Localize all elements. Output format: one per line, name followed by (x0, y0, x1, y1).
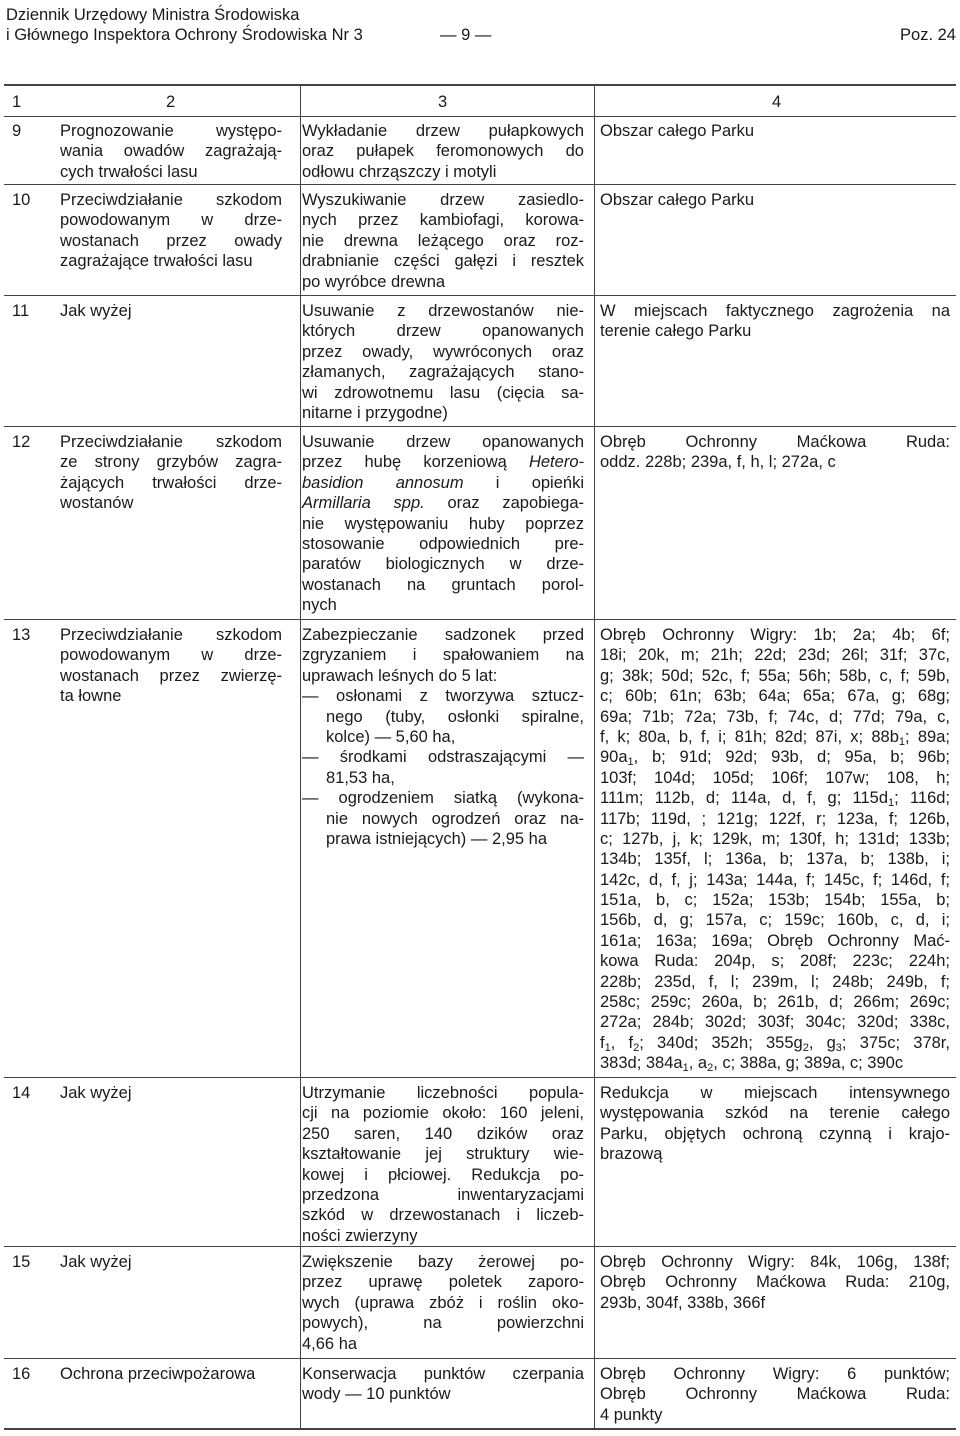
text-line: $f_1$, $f_2$; 340d; 352h; $355g_2$, $g_3$; 375c; 378r, (600, 1033, 950, 1054)
task-description (60, 190, 282, 272)
text-line: Wykładanie drzew pułapkowych (302, 122, 584, 140)
text-line: występowania szkód na terenie całego (600, 1104, 950, 1123)
text-line: wostanach przez zwierzę- (60, 666, 282, 685)
text-line: stosowanie odpowiednich pre- (302, 534, 584, 553)
text-line: Wyszukiwanie drzew zasiedlo- (302, 191, 584, 209)
text-line: przez uprawę poletek zaporo- (302, 1273, 584, 1292)
text-line: Jak wyżej (60, 302, 132, 320)
text-line: kowej i płciowej. Redukcja po- (302, 1165, 584, 1184)
text-line: 69a; 71b; 72a; 73b, f; 74c, d; 77d; 79a, c, (600, 707, 950, 726)
text-line: odłowu chrząszczy i motyli (302, 162, 497, 181)
text-line: 156b, d, g; 157a, c; 159c; 160b, c, d, i; (600, 911, 950, 930)
text-line: ta łowne (60, 687, 122, 706)
text-line: przedzona inwentaryzacjami (302, 1185, 584, 1204)
method-description (302, 121, 584, 182)
text-line: Jak wyżej (60, 1084, 132, 1102)
task-description (60, 1083, 282, 1103)
text-line: zgryzaniem i spałowaniem na (302, 646, 584, 665)
text-line: f, k; 80a, b, f, i; 81h; 82d; 87i, x; $88b_1$; 89a; (600, 727, 950, 748)
text-line: 142c, d, f, j; 143a; 144a, f; 145c, f; 146d, f; (600, 870, 950, 889)
text-line: ze strony grzybów zagra- (60, 453, 282, 472)
position-number: Poz. 24 (900, 26, 956, 44)
text-line: żających trwałości drze- (60, 473, 282, 492)
text-line: przez owady, wywróconych oraz (302, 342, 584, 361)
text-line: 111m; 112b, d; 114a, d, f, g; $115d_1$; 116d; (600, 789, 951, 810)
list-item-line: — osłonami z tworzywa sztucz- (302, 687, 584, 706)
task-description (60, 301, 282, 321)
text-line: 272a; 284b; 302d; 303f; 304c; 320d; 338c, (600, 1013, 950, 1032)
text-line: c; 127b, j, k; 129k, m; 130f, h; 131d; 133b; (600, 829, 950, 848)
location-description (600, 1083, 950, 1165)
text-line: Prognozowanie występo- (60, 122, 282, 140)
row-number: 16 (12, 1365, 31, 1383)
text-line: zagrażające trwałości lasu (60, 252, 253, 271)
text-line: wostanach na gruntach porol- (302, 575, 584, 594)
row-divider (4, 295, 956, 296)
location-description (600, 625, 950, 1074)
row-number: 13 (12, 626, 31, 644)
row-number: 15 (12, 1253, 31, 1271)
row-number: 11 (12, 302, 30, 320)
journal-title-line2: i Głównego Inspektora Ochrony Środowiska Nr 3 (6, 26, 363, 44)
text-line: kształtowanie jej struktury wie- (302, 1145, 584, 1164)
text-line: wody — 10 punktów (302, 1385, 451, 1404)
text-line: Armillaria spp. oraz zapobiega- (302, 494, 584, 513)
text-line: wostanach przez owady (60, 231, 282, 250)
text-line: nych (302, 596, 337, 615)
text-line: Zwiększenie bazy żerowej po- (302, 1253, 584, 1271)
text-line: Przeciwdziałanie szkodom (60, 626, 282, 644)
row-number: 12 (12, 433, 31, 451)
text-line: 250 saren, 140 dzików oraz (302, 1124, 584, 1143)
row-divider (4, 426, 956, 427)
column-divider (594, 84, 595, 1430)
text-line: Obręb Ochronny Maćkowa Ruda: (600, 433, 950, 451)
text-line: 161a; 163a; 169a; Obręb Ochronny Mać- (600, 931, 950, 950)
task-description (60, 1252, 282, 1272)
row-divider (4, 1358, 956, 1359)
text-line: 103f; 104d; 105d; 106f; 107w; 108, h; (600, 768, 950, 787)
list-item-line: nego (tuby, osłonki spiralne, (326, 707, 584, 726)
list-item-line: 81,53 ha, (326, 768, 395, 787)
text-line: Jak wyżej (60, 1253, 132, 1271)
page-header (6, 5, 958, 45)
task-description (60, 432, 282, 514)
text-line: c; 60b; 61n; 63b; 64a; 65a; 67a, g; 68g; (600, 687, 950, 706)
text-line: terenie całego Parku (600, 322, 752, 341)
column-header-2: 2 (166, 93, 176, 111)
location-description (600, 432, 950, 473)
text-line: nych przez kambiofagi, korowa- (302, 211, 584, 230)
text-line: nie występowaniu huby poprzez (302, 514, 584, 533)
text-line: Parku, objętych ochroną czynną i krajo- (600, 1124, 950, 1143)
text-line: g; 38k; 50d; 52c, f; 55a; 56h; 58b, c, f; 59b, (600, 666, 950, 685)
column-header-3: 3 (438, 93, 448, 111)
method-description (302, 1083, 584, 1246)
list-item-line: nie nowych ogrodzeń oraz na- (326, 809, 584, 828)
text-line: Przeciwdziałanie szkodom (60, 191, 282, 209)
location-description (600, 1364, 950, 1425)
text-line: Utrzymanie liczebności popula- (302, 1084, 584, 1102)
text-line: oraz pułapek feromonowych do (302, 142, 584, 161)
location-description (600, 190, 950, 210)
text-line: których drzew opanowanych (302, 322, 584, 341)
text-line: 383d; $384a_1$, $a_2$, c; 388a, g; 389a, c; 390c (600, 1054, 904, 1075)
text-line: 228b; 235d, f, l; 239m, l; 248b; 249b, f; (600, 972, 950, 991)
text-line: wi zdrowotnemu lasu (cięcia sa- (302, 383, 584, 402)
method-description (302, 1252, 584, 1354)
text-line: Obręb Ochronny Maćkowa Ruda: (600, 1385, 950, 1404)
text-line: drabnianie części gałęzi i resztek (302, 252, 584, 271)
journal-title-line1: Dziennik Urzędowy Ministra Środowiska (6, 6, 300, 24)
text-line: Obręb Ochronny Maćkowa Ruda: 210g, (600, 1273, 950, 1292)
text-line: kowa Ruda: 204p, s; 208f; 223c; 224h; (600, 952, 950, 971)
text-line: $90a_1$, b; 91d; 92d; 93b, d; 95a, b; 96b; (600, 748, 950, 769)
method-description (302, 190, 584, 292)
text-line: ności zwierzyny (302, 1226, 418, 1245)
text-line: nitarne i przygodne) (302, 403, 448, 422)
list-item-line: — ogrodzeniem siatką (wykona- (302, 789, 584, 808)
text-line: Obręb Ochronny Wigry: 1b; 2a; 4b; 6f; (600, 626, 950, 644)
text-line: 4,66 ha (302, 1334, 358, 1353)
text-line: powodowanym w drze- (60, 211, 282, 230)
text-line: W miejscach faktycznego zagrożenia na (600, 302, 950, 320)
text-line: powodowanym w drze- (60, 646, 282, 665)
row-divider (4, 1077, 956, 1078)
text-line: przez hubę korzeniową Hetero- (302, 453, 584, 472)
location-description (600, 1252, 950, 1313)
text-line: wych (uprawa zbóż i roślin oko- (302, 1293, 584, 1312)
task-description (60, 1364, 282, 1384)
text-line: Obszar całego Parku (600, 122, 755, 140)
row-divider (4, 1246, 956, 1247)
text-line: 151a, b, c; 152a; 153b; 154b; 155a, b; (600, 891, 950, 910)
text-line: cych trwałości lasu (60, 162, 198, 181)
text-line: 18i; 20k, m; 21h; 22d; 23d; 26l; 31f; 37c, (600, 646, 950, 665)
text-line: Obręb Ochronny Wigry: 6 punktów; (600, 1365, 950, 1383)
text-line: 293b, 304f, 338b, 366f (600, 1293, 766, 1312)
row-divider (4, 619, 956, 620)
text-line: złamanych, zagrażających stano- (302, 363, 584, 382)
text-line: powych), na powierzchni (302, 1314, 584, 1333)
task-description (60, 121, 282, 182)
text-line: brazową (600, 1145, 663, 1164)
column-header-1: 1 (12, 93, 22, 111)
text-line: cji na poziomie około: 160 jeleni, (302, 1104, 584, 1123)
text-line: Redukcja w miejscach intensywnego (600, 1084, 950, 1102)
row-divider (4, 184, 956, 185)
text-line: 258c; 259c; 260a, b; 261b, d; 266m; 269c; (600, 993, 950, 1012)
location-description (600, 121, 950, 141)
location-description (600, 301, 950, 342)
text-line: paratów biologicznych w drze- (302, 555, 584, 574)
text-line: Przeciwdziałanie szkodom (60, 433, 282, 451)
list-item-line: — środkami odstraszającymi — (302, 748, 584, 767)
text-line: nie drewna leżącego oraz roz- (302, 231, 584, 250)
text-line: Konserwacja punktów czerpania (302, 1365, 584, 1383)
text-line: oddz. 228b; 239a, f, h, l; 272a, c (600, 453, 836, 472)
text-line: Ochrona przeciwpożarowa (60, 1365, 256, 1383)
method-description (302, 432, 584, 616)
journal-title-line2-row (6, 25, 958, 45)
method-description (302, 301, 584, 423)
page-number: — 9 — (440, 26, 492, 44)
list-item-line: prawa istniejących) — 2,95 ha (326, 829, 548, 848)
task-description (60, 625, 282, 707)
text-line: 134b; 135f, l; 136a, b; 137a, b; 138b, i; (600, 850, 950, 869)
row-number: 10 (12, 191, 31, 209)
text-line: uprawach leśnych do 5 lat: (302, 666, 498, 685)
list-item-line: kolce) — 5,60 ha, (326, 727, 456, 746)
text-line: Usuwanie drzew opanowanych (302, 433, 584, 451)
text-line: basidion annosum i opieńki (302, 473, 584, 492)
header-row-divider (4, 116, 956, 117)
column-header-4: 4 (772, 93, 782, 111)
method-description (302, 1364, 584, 1405)
column-divider (300, 84, 301, 1430)
text-line: Obręb Ochronny Wigry: 84k, 106g, 138f; (600, 1253, 950, 1271)
row-number: 14 (12, 1084, 31, 1102)
text-line: 4 punkty (600, 1405, 663, 1424)
text-line: wania owadów zagrażają- (60, 142, 282, 161)
method-description (302, 625, 584, 849)
text-line: Obszar całego Parku (600, 191, 755, 209)
text-line: Zabezpieczanie sadzonek przed (302, 626, 584, 644)
text-line: po wyróbce drewna (302, 272, 446, 291)
text-line: szkód w drzewostanach i liczeb- (302, 1206, 584, 1225)
text-line: wostanów (60, 494, 134, 513)
text-line: Usuwanie z drzewostanów nie- (302, 302, 584, 320)
row-number: 9 (12, 122, 22, 140)
text-line: 117b; 119d, ; 121g; 122f, r; 123a, f; 126b, (600, 809, 950, 828)
